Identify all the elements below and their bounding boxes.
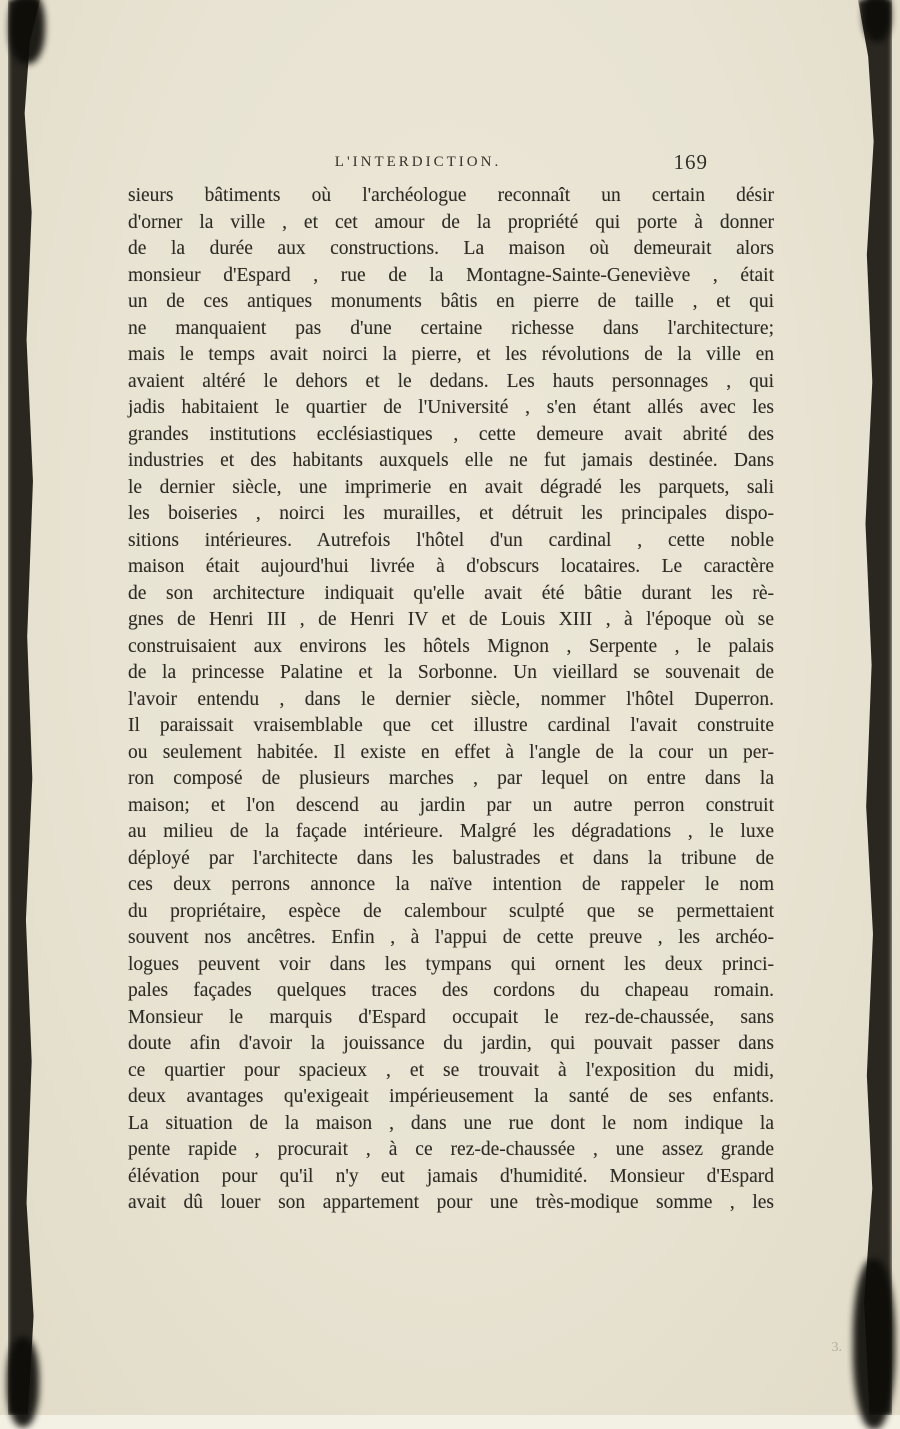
text-line: La situation de la maison , dans une rue dont le nom indique la — [128, 1112, 774, 1134]
text-line: deux avantages qu'exigeait impérieusement la santé de ses enfants. — [128, 1086, 774, 1107]
text-line: gnes de Henri III , de Henri IV et de Louis XIII , à l'époque où se — [128, 609, 774, 630]
text-line: industries et des habitants auxquels elle ne fut jamais destinée. Dans — [128, 450, 774, 471]
text-line: ou seulement habitée. Il existe en effet à l'angle de la cour un per- — [128, 741, 774, 763]
page-number: 169 — [673, 150, 708, 174]
text-line: ce quartier pour spacieux , et se trouvait à l'exposition du midi, — [128, 1059, 774, 1081]
scan-artifact: 3. — [831, 1340, 842, 1355]
scan-corner-top-left — [9, 0, 45, 64]
text-line: ne manquaient pas d'une certaine richesse dans l'architecture; — [128, 317, 774, 339]
text-line: un de ces antiques monuments bâtis en pierre de taille , et qui — [128, 291, 774, 312]
text-line: mais le temps avait noirci la pierre, et les révolutions de la ville en — [128, 344, 774, 365]
text-line: pales façades quelques traces des cordons du chapeau romain. — [128, 980, 774, 1001]
running-title: L'INTERDICTION. — [334, 154, 502, 170]
text-line: de la princesse Palatine et la Sorbonne. Un vieillard se souvenait de — [128, 662, 774, 683]
text-line: Monsieur le marquis d'Espard occupait le rez-de-chaussée, sans — [128, 1006, 774, 1028]
text-line: ron composé de plusieurs marches , par lequel on entre dans la — [128, 768, 774, 789]
text-line: déployé par l'architecte dans les balustrades et dans la tribune de — [128, 847, 774, 869]
text-line: élévation pour qu'il n'y eut jamais d'humidité. Monsieur d'Espard — [128, 1165, 774, 1187]
text-line: maison; et l'on descend au jardin par un autre perron construit — [128, 794, 774, 816]
text-line: avaient altéré le dehors et le dedans. Les hauts personnages , qui — [128, 370, 774, 392]
text-line: souvent nos ancêtres. Enfin , à l'appui de cette preuve , les archéo- — [128, 927, 774, 948]
running-header — [128, 150, 708, 178]
text-line: sieurs bâtiments où l'archéologue reconnaît un certain désir — [128, 185, 774, 206]
text-line: maison était aujourd'hui livrée à d'obscurs locataires. Le caractère — [128, 556, 774, 577]
scan-corner-bottom-right — [853, 1259, 895, 1429]
body-text — [128, 183, 774, 1217]
text-line: avait dû louer son appartement pour une très-modique somme , les — [128, 1192, 774, 1213]
text-line: pente rapide , procurait , à ce rez-de-chaussée , une assez grande — [128, 1139, 774, 1160]
text-line: le dernier siècle, une imprimerie en avait dégradé les parquets, sali — [128, 476, 774, 498]
text-line: logues peuvent voir dans les tympans qui ornent les deux princi- — [128, 953, 774, 975]
text-line: grandes institutions ecclésiastiques , cette demeure avait abrité des — [128, 423, 774, 445]
text-line: du propriétaire, espèce de calembour sculpté que se permettaient — [128, 900, 774, 922]
text-line: au milieu de la façade intérieure. Malgré les dégradations , le luxe — [128, 821, 774, 842]
text-line: de son architecture indiquait qu'elle avait été bâtie durant les rè- — [128, 582, 774, 604]
text-line: Il paraissait vraisemblable que cet illustre cardinal l'avait construite — [128, 715, 774, 736]
text-line: de la durée aux constructions. La maison où demeurait alors — [128, 238, 774, 259]
text-line: doute afin d'avoir la jouissance du jardin, qui pouvait passer dans — [128, 1033, 774, 1054]
text-line: l'avoir entendu , dans le dernier siècle, nommer l'hôtel Duperron. — [128, 688, 774, 710]
text-line: sitions intérieures. Autrefois l'hôtel d'un cardinal , cette noble — [128, 529, 774, 551]
text-line: ces deux perrons annonce la naïve intention de rappeler le nom — [128, 874, 774, 895]
text-line: jadis habitaient le quartier de l'Université , s'en étant allés avec les — [128, 397, 774, 418]
text-line: construisaient aux environs les hôtels Mignon , Serpente , le palais — [128, 635, 774, 657]
text-line: d'orner la ville , et cet amour de la propriété qui porte à donner — [128, 211, 774, 233]
text-line: les boiseries , noirci les murailles, et détruit les principales dispo- — [128, 503, 774, 524]
text-line: monsieur d'Espard , rue de la Montagne-Sainte-Geneviève , était — [128, 264, 774, 286]
scan-corner-top-right — [863, 0, 891, 42]
scan-corner-bottom-left — [7, 1337, 39, 1427]
